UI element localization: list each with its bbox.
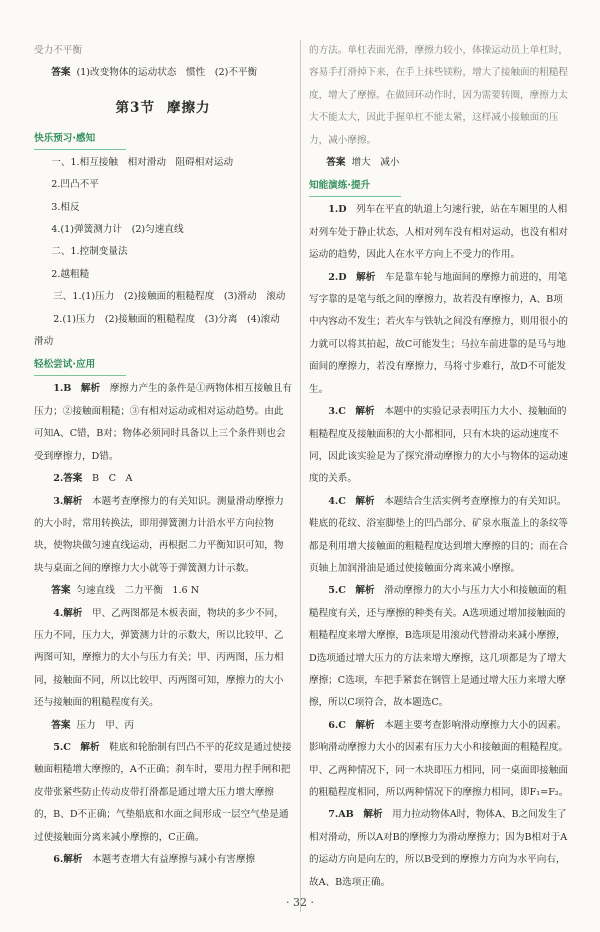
paragraph-text: 二、1.控制变量法 [51, 246, 128, 258]
answer-paragraph [309, 491, 571, 581]
answer-label: 答案 [326, 157, 346, 169]
question-number: 1.B 解析 [53, 383, 101, 395]
paragraph-text: 车是靠车轮与地面间的摩擦力前进的，用笔写字靠的是笔与纸之间的摩擦力，故若没有摩擦力，A、B项中内容动不发生；若火车与铁轨之间没有摩擦力，则用很小的力就可以将其拍起，故C可能发生；马拉车前进靠的是马与地面间的摩擦力，若没有摩擦力，马将寸步难行，故D不可能发生。 [309, 271, 569, 395]
paragraph-text: 本题结合生活实例考查摩擦力的有关知识。鞋底的花纹、浴室脚垫上的凹凸部分、矿泉水瓶盖上的条纹等都是利用增大接触面的粗糙程度达到增大摩擦的目的；而在合页轴上加润滑油是通过使接触面分离来减小摩擦。 [309, 495, 569, 574]
paragraph-text: 三、1.(1)压力 (2)接触面的粗糙程度 (3)滑动 滚动 [53, 291, 286, 303]
question-number: 2.答案 [53, 473, 83, 485]
subsection-header: 快乐预习·感知 [34, 129, 126, 150]
answer-paragraph [309, 199, 571, 266]
right-column [309, 40, 571, 894]
paragraph-text: 本题中的实验记录表明压力大小、接触面的粗糙程度及接触面积的大小都相同，只有木块的运动速度不同，因此该实验是为了探究滑动摩擦力的大小与物体的运动速度的关系。 [309, 406, 569, 485]
paragraph-text: B C A [91, 473, 133, 485]
answer-paragraph [34, 468, 292, 490]
answer-paragraph [34, 737, 292, 849]
subsection-header: 轻松尝试·应用 [34, 355, 126, 376]
paragraph-text: 本题主要考查影响滑动摩擦力大小的因素。影响滑动摩擦力大小的因素有压力大小和接触面的粗糙程度。甲、乙两种情况下，同一木块即压力相同，同一桌面即接触面的粗糙程度相同，所以两种情况下的摩擦力相同，即F₁=F₂。 [309, 719, 569, 798]
column-divider [300, 40, 301, 912]
paragraph-text: 的方法。单杠表面光滑，摩擦力较小，体操运动员上单杠时，容易手打滑掉下来，在手上抹些镁粉，增大了接触面的粗糙程度，增大了摩擦。在做回环动作时，因为需要转圈，摩擦力太大不能太大，因此手握单杠不能太紧，这样减小接触面的压力，减小摩擦。 [309, 45, 569, 146]
page-number: · 32 · [286, 896, 314, 909]
paragraph-text: (1)改变物体的运动状态 惯性 (2)不平衡 [76, 67, 258, 79]
paragraph-text: 摩擦力产生的条件是①两物体相互接触且有压力；②接触面粗糙；③有相对运动或相对运动趋势。由此可知A、C错，B对；物体必须同时具备以上三个条件则也会受到摩擦力，D错。 [34, 383, 292, 462]
answer-paragraph [34, 40, 292, 62]
answer-paragraph [34, 286, 292, 308]
answer-paragraph [34, 152, 292, 174]
question-number: 4.解析 [53, 607, 83, 619]
paragraph-text: 本题考查摩擦力的有关知识。测量滑动摩擦力的大小时，常用转换法，即用弹簧测力计沿水平方向拉物块，使物块做匀速直线运动，再根据二力平衡知识可知，物块与桌面之间的摩擦力大小就等于弹簧测力计示数。 [34, 495, 284, 574]
left-column [34, 40, 292, 871]
paragraph-text: 一、1.相互接触 相对滑动 阻碍相对运动 [51, 156, 234, 168]
subsection-header: 知能演练·提升 [309, 176, 401, 197]
question-number: 7.AB 解析 [328, 809, 383, 821]
paragraph-text: 滑动摩擦力的大小与压力大小和接触面的粗糙程度有关，还与摩擦的种类有关。A选项通过增加接触面的粗糙程度来增大摩擦，B选项是用滚动代替滑动来减小摩擦，D选项通过增大压力的方法来增大摩擦，这几项都是为了增大摩擦；C选项，车把手紧套在钢管上是通过增大压力来增大摩擦，所以C项符合，故本题选C。 [309, 585, 567, 709]
answer-label: 答案 [51, 719, 71, 731]
paragraph-text: 2.越粗糙 [51, 268, 90, 280]
answer-paragraph [34, 197, 292, 219]
paragraph-text: 增大 减小 [351, 157, 400, 169]
answer-paragraph [309, 40, 571, 152]
section-title [34, 89, 292, 127]
answer-paragraph [34, 219, 292, 241]
answer-paragraph [309, 152, 571, 174]
paragraph-text: 2.凹凸不平 [51, 179, 99, 191]
answer-label: 答案 [51, 67, 71, 79]
paragraph-text: 压力 甲、丙 [76, 719, 135, 731]
paragraph-text: 4.(1)弹簧测力计 (2)匀速直线 [51, 224, 184, 236]
question-number: 6.解析 [53, 854, 83, 865]
answer-paragraph [34, 174, 292, 196]
answer-paragraph [309, 401, 571, 491]
question-number: 6.C 解析 [328, 719, 375, 731]
answer-paragraph [309, 715, 571, 805]
answer-paragraph [34, 62, 292, 84]
answer-paragraph [34, 264, 292, 286]
answer-paragraph [309, 267, 571, 401]
question-number: 5.C 解析 [53, 741, 100, 753]
answer-label: 答案 [51, 585, 71, 597]
section-number: 第3节 [115, 99, 155, 116]
answer-paragraph [309, 804, 571, 894]
paragraph-text: 匀速直线 二力平衡 1.6 N [76, 585, 200, 597]
paragraph-text: 鞋底和轮胎制有凹凸不平的花纹是通过使接触面粗糙增大摩擦的，A不正确；刹车时，要用力捏手闸和把皮带张紧些防止传动皮带打滑都是通过增大压力增大摩擦的，B、D不正确；气垫船底和水面之间形成一层空气垫是通过使接触面分离来减小摩擦的，C正确。 [34, 741, 292, 843]
paragraph-text: 2.(1)压力 (2)接触面的粗糙程度 (3)分离 (4)滚动 滑动 [34, 313, 290, 348]
question-number: 1.D [328, 204, 347, 216]
paragraph-text: 3.相反 [51, 201, 80, 213]
answer-paragraph [34, 849, 292, 871]
question-number: 4.C 解析 [328, 495, 375, 507]
paragraph-text: 甲、乙两图都是木板表面，物块的多少不同，压力不同，压力大，弹簧测力计的示数大，所以比较甲、乙两图可知，摩擦力的大小与压力有关；甲、丙两图，压力相同，接触面不同，所以比较甲、丙两图可知，摩擦力的大小还与接触面的粗糙程度有关。 [34, 607, 284, 709]
answer-paragraph [34, 715, 292, 737]
answer-paragraph [309, 580, 571, 714]
answer-paragraph [34, 580, 292, 602]
section-name: 摩擦力 [166, 99, 211, 116]
paragraph-text: 本题考查增大有益摩擦与减小有害摩擦 [91, 854, 256, 865]
paragraph-text: 用力拉动物体A时，物体A、B之间发生了相对滑动，所以A对B的摩擦力为滑动摩擦力；因为B相对于A的运动方向是向左的，所以B受到的摩擦力方向为水平向右，故A、B选项正确。 [309, 809, 568, 888]
question-number: 5.C 解析 [328, 585, 375, 597]
question-number: 3.C 解析 [328, 406, 375, 418]
answer-paragraph [34, 491, 292, 581]
answer-paragraph [34, 603, 292, 715]
answer-paragraph [34, 378, 292, 468]
answer-paragraph [34, 241, 292, 263]
paragraph-text: 受力不平衡 [34, 45, 82, 56]
question-number: 2.D 解析 [328, 271, 376, 283]
question-number: 3.解析 [53, 495, 83, 507]
answer-paragraph [34, 309, 292, 354]
paragraph-text: 列车在平直的轨道上匀速行驶，站在车厢里的人相对列车处于静止状态，人相对列车没有相对运动，也没有相对运动的趋势，因此人在水平方向上不受力的作用。 [309, 204, 569, 261]
